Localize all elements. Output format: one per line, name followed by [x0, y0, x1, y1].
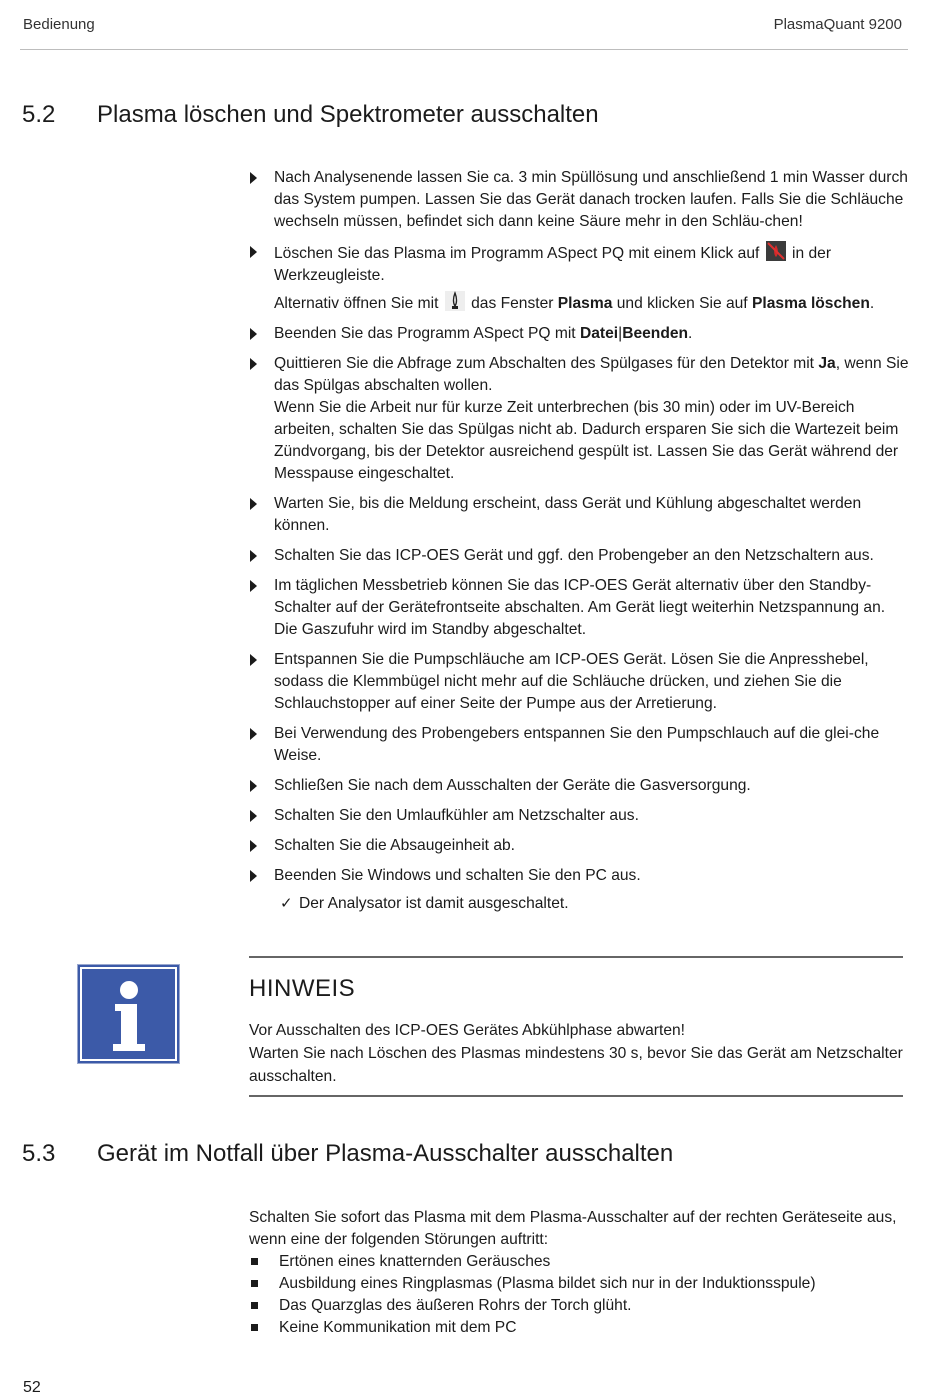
step-marker-icon [250, 498, 257, 510]
step-text: . [869, 295, 875, 312]
step-exhaust-off [249, 835, 909, 857]
step-text: , wenn Sie das Spülgas abschalten wollen. [274, 355, 909, 394]
step-marker-icon [250, 550, 257, 562]
step-text: in der Werkzeugleiste. [274, 245, 832, 284]
fault-list [249, 1251, 816, 1339]
step-text: Entspannen Sie die Pumpschläuche am ICP-OES Gerät. Lösen Sie die Anpresshebel, sodass die Klemmbügel nicht mehr auf die Schläuche drücken, und ziehen Sie die Schlauchstopper auf einer Seite der Pumpe aus der Arretierung. [274, 651, 869, 712]
info-icon [77, 964, 180, 1064]
bullet-square-icon [251, 1302, 258, 1309]
step-chiller-off [249, 805, 909, 827]
header-divider [20, 49, 908, 50]
plasma-off-icon [766, 241, 786, 261]
note-body [249, 1019, 909, 1088]
plasma-loeschen-label: Plasma löschen [752, 295, 870, 312]
step-text: . [688, 325, 693, 342]
step-text: Warten Sie, bis die Meldung erscheint, dass Gerät und Kühlung abgeschaltet werden können. [274, 495, 862, 534]
section-5-2-title: Plasma löschen und Spektrometer ausschalten [97, 101, 599, 128]
step-text: Bei Verwendung des Probengebers entspannen Sie den Pumpschlauch auf die glei-che Weise. [274, 725, 880, 764]
note-top-rule [249, 956, 903, 958]
section-5-3-intro: Schalten Sie sofort das Plasma mit dem Plasma-Ausschalter auf der rechten Geräteseite aus, wenn eine der folgenden Störungen auftritt: [249, 1209, 897, 1248]
bullet-square-icon [251, 1324, 258, 1331]
step-marker-icon [250, 358, 257, 370]
fault-text: Ertönen eines knatternden Geräusches [279, 1253, 551, 1270]
section-5-2-number: 5.2 [22, 101, 56, 128]
shutdown-steps-list [249, 167, 909, 923]
step-purge-gas [249, 353, 909, 485]
step-result [249, 893, 909, 915]
step-marker-icon [250, 870, 257, 882]
step-marker-icon [250, 328, 257, 340]
fault-item [249, 1273, 816, 1295]
step-pc-off [249, 865, 909, 887]
note-line-1: Vor Ausschalten des ICP-OES Gerätes Abkühlphase abwarten! [249, 1022, 686, 1039]
step-alternative [274, 291, 909, 315]
step-autosampler-tube [249, 723, 909, 767]
step-text: Schließen Sie nach dem Ausschalten der Geräte die Gasversorgung. [274, 777, 751, 794]
menu-beenden-label: Beenden [622, 325, 689, 342]
step-text: Schalten Sie die Absaugeinheit ab. [274, 837, 516, 854]
ja-label: Ja [818, 355, 836, 372]
fault-item [249, 1317, 816, 1339]
step-text: und klicken Sie auf [616, 295, 748, 312]
step-marker-icon [250, 172, 257, 184]
step-marker-icon [250, 654, 257, 666]
menu-separator: | [618, 325, 623, 342]
step-text: das Fenster [471, 295, 554, 312]
bullet-square-icon [251, 1280, 258, 1287]
step-rinse [249, 167, 909, 233]
step-note: Wenn Sie die Arbeit nur für kurze Zeit unterbrechen (bis 30 min) oder im UV-Bereich arbeiten, schalten Sie das Spülgas nicht ab. Dadurch ersparen Sie sich die Wartezeit beim Zündvorgang, bis der Detektor ausreichend gespült ist. Lassen Sie das Gerät während der Messpause eingeschaltet. [274, 399, 899, 482]
step-text: Schalten Sie das ICP-OES Gerät und ggf. den Probengeber an den Netzschaltern aus. [274, 547, 874, 564]
step-wait-message [249, 493, 909, 537]
step-text: Beenden Sie Windows und schalten Sie den PC aus. [274, 867, 641, 884]
step-standby [249, 575, 909, 641]
step-release-pump-tubes [249, 649, 909, 715]
step-marker-icon [250, 780, 257, 792]
section-5-3-title: Gerät im Notfall über Plasma-Ausschalter ausschalten [97, 1140, 674, 1167]
step-text: Quittieren Sie die Abfrage zum Abschalten des Spülgases für den Detektor mit [274, 355, 815, 372]
fault-text: Das Quarzglas des äußeren Rohrs der Torch glüht. [279, 1297, 632, 1314]
plasma-window-label: Plasma [557, 295, 613, 312]
page-number: 52 [23, 1379, 41, 1396]
checkmark-icon: ✓ [280, 895, 293, 912]
header-product-name: PlasmaQuant 9200 [773, 16, 902, 33]
fault-text: Ausbildung eines Ringplasmas (Plasma bildet sich nur in der Induktionsspule) [279, 1275, 816, 1292]
step-marker-icon [250, 580, 257, 592]
step-text: Alternativ öffnen Sie mit [274, 295, 439, 312]
fault-item [249, 1251, 816, 1273]
fault-item [249, 1295, 816, 1317]
step-marker-icon [250, 810, 257, 822]
step-extinguish-plasma [249, 241, 909, 315]
menu-datei-label: Datei [579, 325, 619, 342]
bullet-square-icon [251, 1258, 258, 1265]
section-5-3-number: 5.3 [22, 1140, 56, 1167]
step-close-gas [249, 775, 909, 797]
step-text: Nach Analysenende lassen Sie ca. 3 min Spüllösung und anschließend 1 min Wasser durch das System pumpen. Lassen Sie das Gerät danach trocken laufen. Falls Sie die Schläuche wechseln müssen, befindet sich dann keine Säure mehr in den Schläu-chen! [274, 169, 908, 230]
step-text: Schalten Sie den Umlaufkühler am Netzschalter aus. [274, 807, 639, 824]
step-marker-icon [250, 840, 257, 852]
step-text: Beenden Sie das Programm ASpect PQ mit [274, 325, 576, 342]
step-marker-icon [250, 728, 257, 740]
step-exit-program [249, 323, 909, 345]
note-bottom-rule [249, 1095, 903, 1097]
note-line-2: Warten Sie nach Löschen des Plasmas mindestens 30 s, bevor Sie das Gerät am Netzschalter ausschalten. [249, 1045, 903, 1085]
header-section-label: Bedienung [23, 16, 95, 33]
step-text: Im täglichen Messbetrieb können Sie das ICP-OES Gerät alternativ über den Standby-Schalter auf der Gerätefrontseite abschalten. Am Gerät liegt weiterhin Netzspannung an. Die Gaszufuhr wird im Standby abgeschaltet. [274, 577, 886, 638]
result-text: Der Analysator ist damit ausgeschaltet. [299, 895, 569, 912]
step-marker-icon [250, 246, 257, 258]
note-title: HINWEIS [249, 975, 356, 1002]
step-text: Löschen Sie das Plasma im Programm ASpect PQ mit einem Klick auf [274, 245, 760, 262]
plasma-window-icon [445, 291, 465, 311]
fault-text: Keine Kommunikation mit dem PC [279, 1319, 517, 1336]
step-switch-off-mains [249, 545, 909, 567]
